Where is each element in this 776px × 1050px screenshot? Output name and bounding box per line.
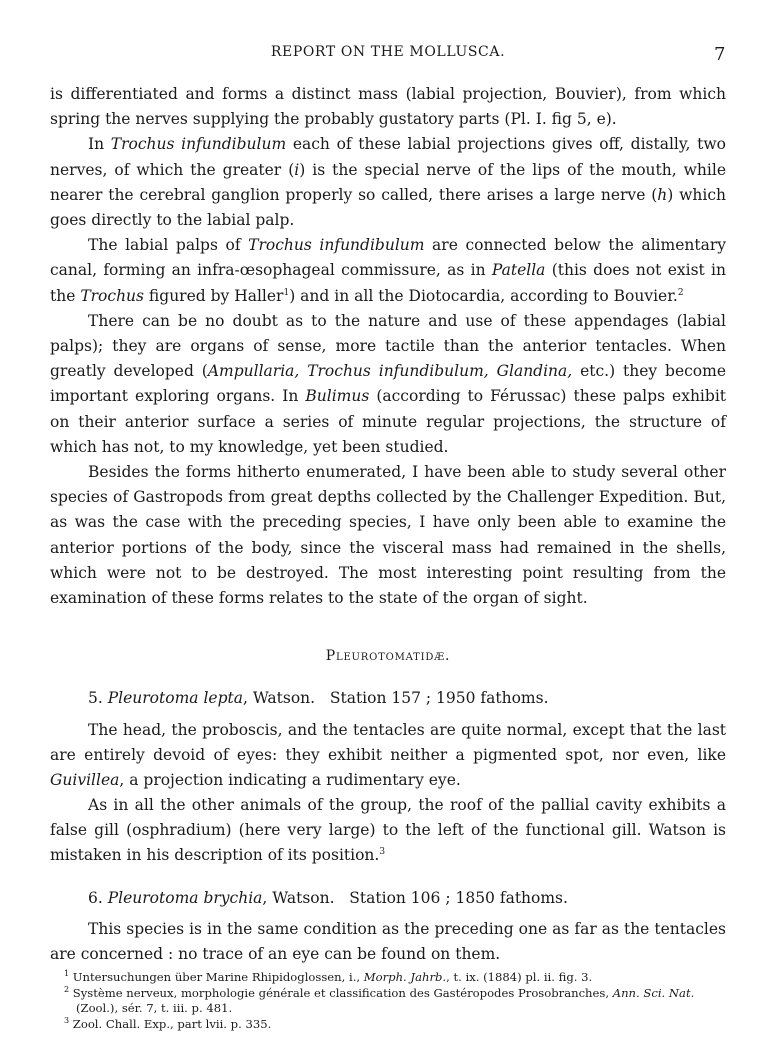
- paragraph-1-text: is differentiated and forms a distinct mass (labial projection, Bouvier), from which spring the nerves supplying the probably gustatory parts (Pl. I. fig 5, e).: [50, 85, 726, 129]
- text-run: In: [88, 135, 111, 154]
- species-5-text: [50, 718, 726, 868]
- species-name: Trochus infundibulum: [110, 135, 287, 154]
- running-title: REPORT ON THE MOLLUSCA.: [270, 44, 506, 60]
- text-run: are connected below the alimentary canal, forming an infra-œsophageal commissure, as in: [50, 236, 727, 280]
- species-info: , Watson. Station 106 ; 1850 fathoms.: [262, 889, 568, 907]
- footnote-ref-1: 1: [283, 287, 290, 298]
- footnote-mark: 2: [64, 984, 70, 994]
- species-5-paragraph-1: [50, 718, 726, 793]
- text-run: The labial palps of: [88, 236, 249, 255]
- genus-name: Bulimus: [305, 387, 370, 406]
- text-run: Zool. Chall. Exp., part lvii. p. 335.: [69, 1016, 272, 1031]
- species-5-paragraph-2: [50, 793, 726, 868]
- species-5-heading: [88, 686, 549, 710]
- text-run: etc.) they become important exploring organs. In: [50, 362, 727, 406]
- footnote-mark: 3: [64, 1015, 70, 1025]
- text-run: As in all the other animals of the group, the roof of the pallial cavity exhibits a false gill (osphradium) (here very large) to the left of the functional gill. Watson is mistaken in his description of its position.: [50, 796, 726, 864]
- text-run: The head, the proboscis, and the tentacles are quite normal, except that the last are entirely devoid of eyes: they exhibit neither a pigmented spot, nor even, like: [50, 721, 726, 764]
- footnote-2: [50, 986, 726, 1017]
- genus-name: Patella: [491, 261, 546, 280]
- species-name: Pleurotoma brychia: [107, 889, 263, 907]
- paragraph-2: [50, 132, 726, 233]
- text-run: There can be no doubt as to the nature and use of these appendages (labial palps); they are organs of sense, more tactile than the anterior tentacles. When greatly developed (: [50, 311, 726, 381]
- species-list: Ampullaria, Trochus infundibulum, Glandina,: [207, 362, 573, 381]
- text-run: (according to Férussac) these palps exhibit on their anterior surface a series of minute regular projections, the structure of which has not, to my knowledge, yet been studied.: [50, 387, 727, 456]
- running-header: [50, 44, 726, 68]
- text-run: figured by Haller: [144, 286, 284, 305]
- species-info: , Watson. Station 157 ; 1950 fathoms.: [242, 689, 549, 707]
- species-6-text: [50, 917, 726, 967]
- text-run: ) and in all the Diotocardia, according to Bouvier.: [289, 286, 678, 305]
- journal-title: Morph. Jahrb.: [363, 970, 447, 984]
- footnote-3: [50, 1017, 726, 1033]
- footnote-1: [50, 970, 726, 986]
- species-name: Trochus infundibulum: [248, 236, 425, 255]
- text-run: Untersuchungen über Marine Rhipidoglossen, i.,: [69, 970, 364, 984]
- text-run: ) which goes directly to the labial palp.: [50, 185, 726, 230]
- species-6-paragraph-1: [50, 917, 726, 967]
- footnote-ref-3: 3: [379, 846, 386, 857]
- genus-name: Trochus: [80, 286, 144, 305]
- text-run: ) is the special nerve of the lips of the mouth, while nearer the cerebral ganglion properly so called, there arises a large nerve (: [50, 160, 726, 204]
- page-number: 7: [713, 44, 726, 65]
- paragraph-5-text: Besides the forms hitherto enumerated, I have been able to study several other species of Gastropods from great depths collected by the Challenger Expedition. But, as was the case with the preceding species, I have only been able to examine the anterior portions of the body, since the visceral mass had remained in the shells, which were not to be destroyed. The most interesting point resulting from the examination of these forms relates to the state of the organ of sight.: [50, 463, 726, 608]
- label-letter: i: [294, 160, 300, 179]
- paragraph-5: [50, 460, 726, 611]
- text-run: (Zool.), sér. 7, t. iii. p. 481.: [76, 1001, 233, 1015]
- text-run: (this does not exist in the: [50, 261, 726, 305]
- genus-name: Guivillea: [50, 771, 120, 789]
- species-6-heading: [88, 886, 568, 910]
- label-letter: h: [657, 185, 668, 204]
- text-run: Système nerveux, morphologie générale et classification des Gastéropodes Prosobranches,: [69, 985, 613, 1000]
- main-text: [50, 82, 726, 611]
- section-heading: Pleurotomatidæ.: [325, 648, 451, 664]
- text-run: , t. ix. (1884) pl. ii. fig. 3.: [446, 970, 593, 984]
- footnote-mark: 1: [64, 969, 70, 979]
- journal-title: Ann. Sci. Nat.: [612, 985, 695, 1000]
- paragraph-1: [50, 82, 726, 132]
- text-run: , a projection indicating a rudimentary eye.: [119, 771, 461, 789]
- species-name: Pleurotoma lepta: [107, 689, 243, 707]
- paragraph-4: [50, 309, 726, 460]
- species-number: 6.: [88, 889, 103, 907]
- footnote-ref-2: 2: [677, 287, 684, 298]
- text-run: This species is in the same condition as the preceding one as far as the tentacles are concerned : no trace of an eye can be found on them.: [50, 920, 726, 963]
- species-number: 5.: [88, 689, 103, 707]
- footnotes: [50, 970, 726, 1032]
- paragraph-3: [50, 233, 726, 309]
- text-run: each of these labial projections gives off, distally, two nerves, of which the greater (: [50, 135, 726, 179]
